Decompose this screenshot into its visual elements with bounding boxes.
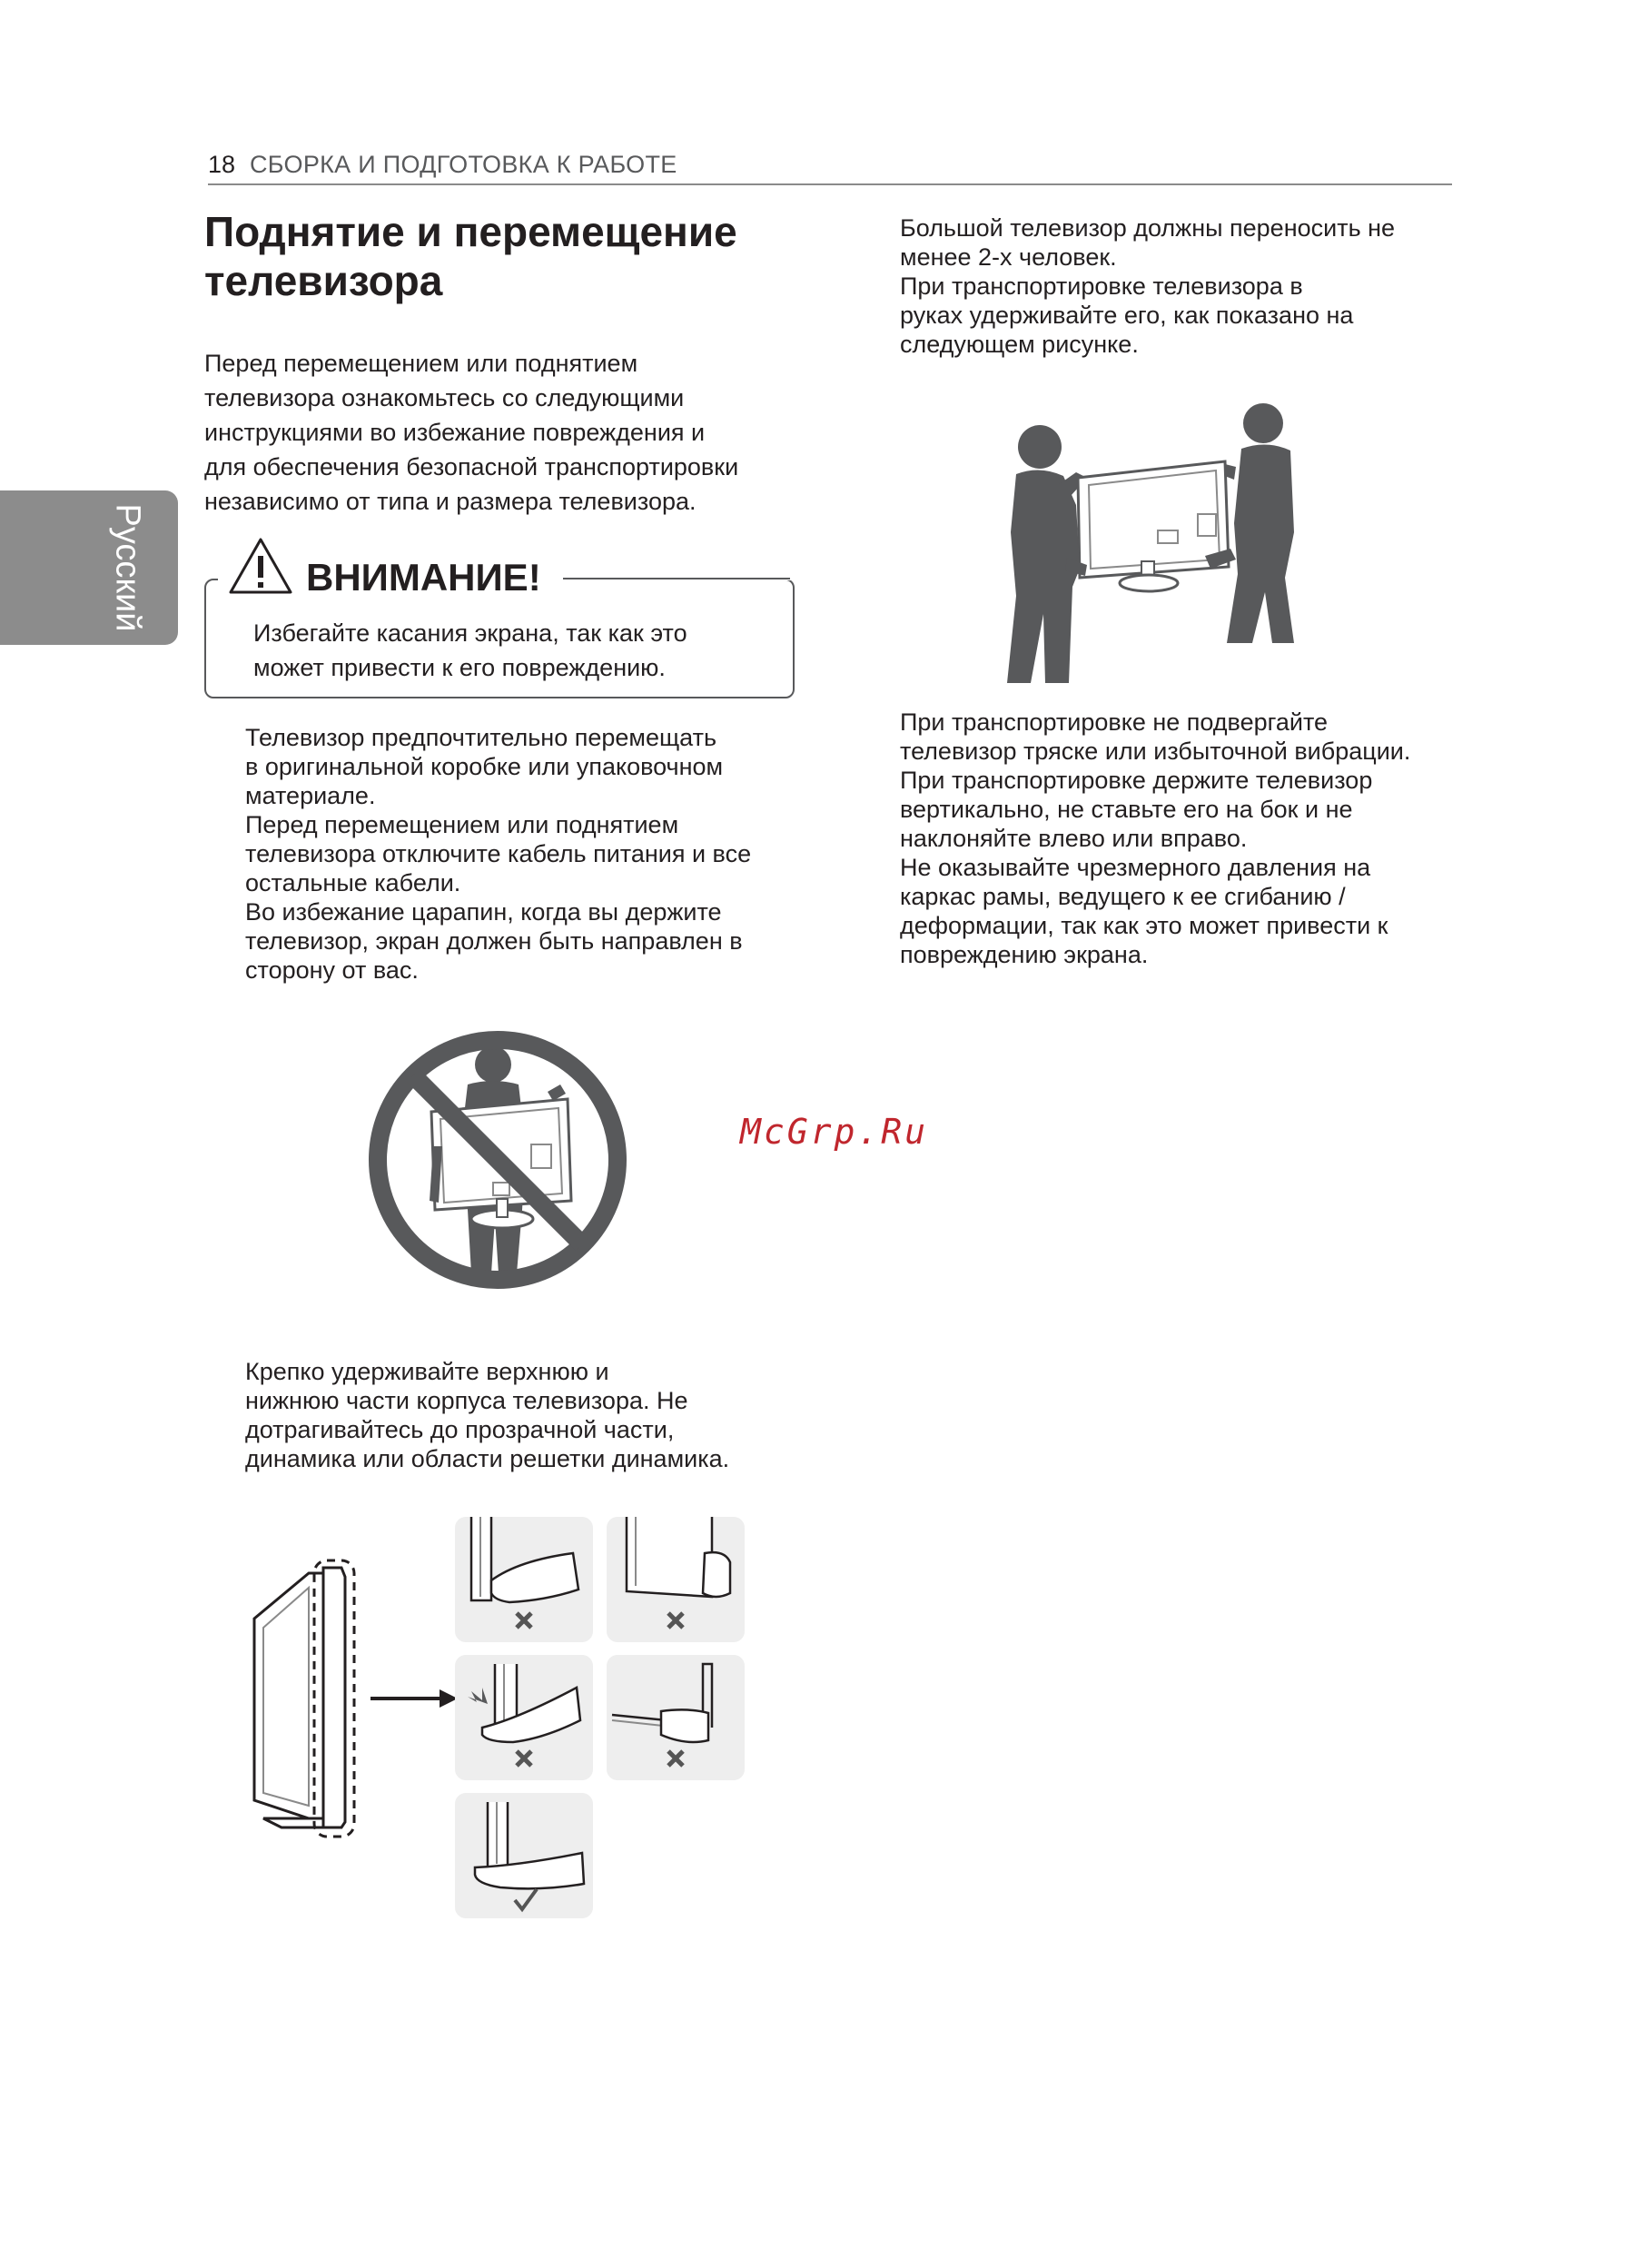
check-mark-icon xyxy=(515,1889,537,1909)
tv-side-view-illustration xyxy=(245,1555,463,1846)
grip-tile-correct xyxy=(455,1793,593,1918)
grip-tile-4 xyxy=(607,1655,745,1780)
left-paragraph-1: Телевизор предпочтительно перемещать в оригинальной коробке или упаковочном материале. Перед перемещением или поднятием телевизора отключите кабель питания и все остальные кабели. Во избежание царапин, когда вы держите телевизор, экран должен быть направлен в сторону от вас. xyxy=(245,724,752,984)
page-number: 18 xyxy=(208,151,236,178)
left-paragraph-2: Крепко удерживайте верхнюю и нижнюю части корпуса телевизора. Не дотрагивайтесь до прозрачной части, динамика или области решетки динамика. xyxy=(245,1358,730,1472)
two-person-carry-illustration xyxy=(1003,396,1312,687)
section-title: СБОРКА И ПОДГОТОВКА К РАБОТЕ xyxy=(250,151,677,178)
caution-title: ВНИМАНИЕ! xyxy=(306,556,541,599)
grip-tile-2 xyxy=(607,1517,745,1642)
language-tab-label: Русский xyxy=(108,503,147,632)
cross-mark-icon xyxy=(668,1751,683,1766)
grip-tile-3 xyxy=(455,1655,593,1780)
cross-mark-icon xyxy=(517,1613,531,1628)
watermark: McGrp.Ru xyxy=(740,1112,929,1152)
prohibited-one-person-illustration xyxy=(366,1028,629,1292)
page-header xyxy=(208,151,1452,185)
warning-triangle-icon xyxy=(227,536,294,596)
right-paragraph-2: При транспортировке не подвергайте телевизор тряске или избыточной вибрации. При транспортировке держите телевизор вертикально, не ставьте его на бок и не наклоняйте влево или вправо. Не оказывайте чрезмерного давления на каркас рамы, ведущего к ее сгибанию / деформации, так как это может привести к повреждению экрана. xyxy=(900,708,1411,968)
cross-mark-icon xyxy=(517,1751,531,1766)
page-title: Поднятие и перемещение телевизора xyxy=(204,208,737,304)
intro-paragraph: Перед перемещением или поднятием телевизора ознакомьтесь со следующими инструкциями во избежание повреждения и для обеспечения безопасной транспортировки независимо от типа и размера телевизора. xyxy=(204,350,739,515)
grip-tile-1 xyxy=(455,1517,593,1642)
language-tab xyxy=(0,490,178,645)
caution-text: Избегайте касания экрана, так как это может привести к его повреждению. xyxy=(253,619,687,681)
cross-mark-icon xyxy=(668,1613,683,1628)
right-paragraph-1: Большой телевизор должны переносить не менее 2-х человек. При транспортировке телевизора в руках удерживайте его, как показано на следующем рисунке. xyxy=(900,214,1396,358)
